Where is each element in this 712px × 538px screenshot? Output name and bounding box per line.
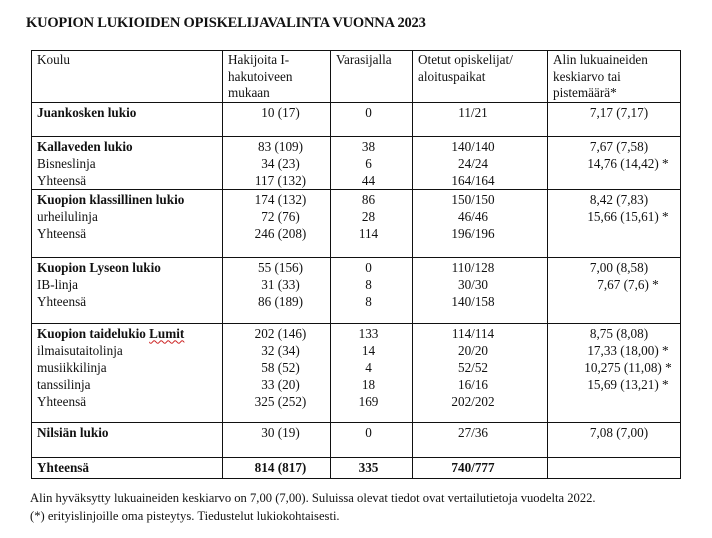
min-average-cell: 8,42 (7,83) 15,66 (15,61) * [548,189,681,257]
min-average-cell: 7,17 (7,17) [548,102,681,136]
document-title: KUOPION LUKIOIDEN OPISKELIJAVALINTA VUONNA 2023 [26,15,426,31]
applicants-cell: 174 (132) 72 (76) 246 (208) [223,189,331,257]
accepted-cell: 110/128 30/30 140/158 [413,257,548,323]
header-waitlist: Varasijalla [331,51,413,103]
waitlist-cell: 0 8 8 [331,257,413,323]
school-line: Yhteensä [37,172,87,188]
min-average-cell: 7,08 (7,00) [548,422,681,457]
table-row [32,189,681,257]
school-cell [32,323,223,422]
table-row [32,102,681,136]
total-min-average-cell [548,457,681,478]
admissions-table [31,50,681,479]
school-line: IB-linja [37,276,79,292]
applicants-cell: 83 (109) 34 (23) 117 (132) [223,136,331,189]
min-average-cell: 7,00 (8,58) 7,67 (7,6) * [548,257,681,323]
school-line: Bisneslinja [37,155,96,171]
school-line: Yhteensä [37,225,87,241]
applicants-cell: 30 (19) [223,422,331,457]
school-name: Kuopion klassillinen lukio [37,191,185,207]
accepted-cell: 140/140 24/24 164/164 [413,136,548,189]
header-row [32,51,681,103]
accepted-cell: 150/150 46/46 196/196 [413,189,548,257]
spellcheck-flagged-word: Lumit [149,325,185,341]
header-min-average: Alin lukuaineiden keskiarvo tai pistemäärä* [548,51,681,103]
footnote-line: (*) erityislinjoille oma pisteytys. Tiedustelut lukiokohtaisesti. [30,508,340,523]
header-school: Koulu [32,51,223,103]
min-average-cell: 8,75 (8,08) 17,33 (18,00) * 10,275 (11,08) * 15,69 (13,21) * [548,323,681,422]
total-label: Yhteensä [37,459,90,475]
applicants-cell: 202 (146) 32 (34) 58 (52) 33 (20) 325 (252) [223,323,331,422]
applicants-cell: 55 (156) 31 (33) 86 (189) [223,257,331,323]
total-label-cell [32,457,223,478]
accepted-cell: 11/21 [413,102,548,136]
table-row [32,422,681,457]
table-row [32,257,681,323]
school-line: Yhteensä [37,393,87,409]
footnotes [30,490,596,525]
waitlist-cell: 86 28 114 [331,189,413,257]
school-cell [32,257,223,323]
school-cell [32,136,223,189]
school-line: musiikkilinja [37,359,107,375]
min-average-cell: 7,67 (7,58) 14,76 (14,42) * [548,136,681,189]
applicants-cell: 10 (17) [223,102,331,136]
total-accepted-cell: 740/777 [413,457,548,478]
total-waitlist-cell: 335 [331,457,413,478]
school-name: Kuopion Lyseon lukio [37,259,161,275]
school-name: Nilsiän lukio [37,424,109,440]
school-line: urheilulinja [37,208,98,224]
waitlist-cell: 0 [331,102,413,136]
school-line: tanssilinja [37,376,91,392]
school-line: ilmaisutaitolinja [37,342,123,358]
total-applicants-cell: 814 (817) [223,457,331,478]
waitlist-cell: 0 [331,422,413,457]
school-name: Juankosken lukio [37,104,137,120]
waitlist-cell: 133 14 4 18 169 [331,323,413,422]
school-cell [32,189,223,257]
school-name: Kallaveden lukio [37,138,133,154]
school-cell [32,422,223,457]
footnote-line: Alin hyväksytty lukuaineiden keskiarvo on 7,00 (7,00). Suluissa olevat tiedot ovat vertailutietoja vuodelta 2022. [30,491,596,505]
school-cell [32,102,223,136]
school-line: Yhteensä [37,293,87,309]
total-row [32,457,681,478]
header-applicants: Hakijoita I- hakutoiveen mukaan [223,51,331,103]
school-name: Kuopion taidelukio Lumit [37,325,185,341]
accepted-cell: 114/114 20/20 52/52 16/16 202/202 [413,323,548,422]
waitlist-cell: 38 6 44 [331,136,413,189]
table-row [32,323,681,422]
accepted-cell: 27/36 [413,422,548,457]
header-accepted: Otetut opiskelijat/ aloituspaikat [413,51,548,103]
table-row [32,136,681,189]
